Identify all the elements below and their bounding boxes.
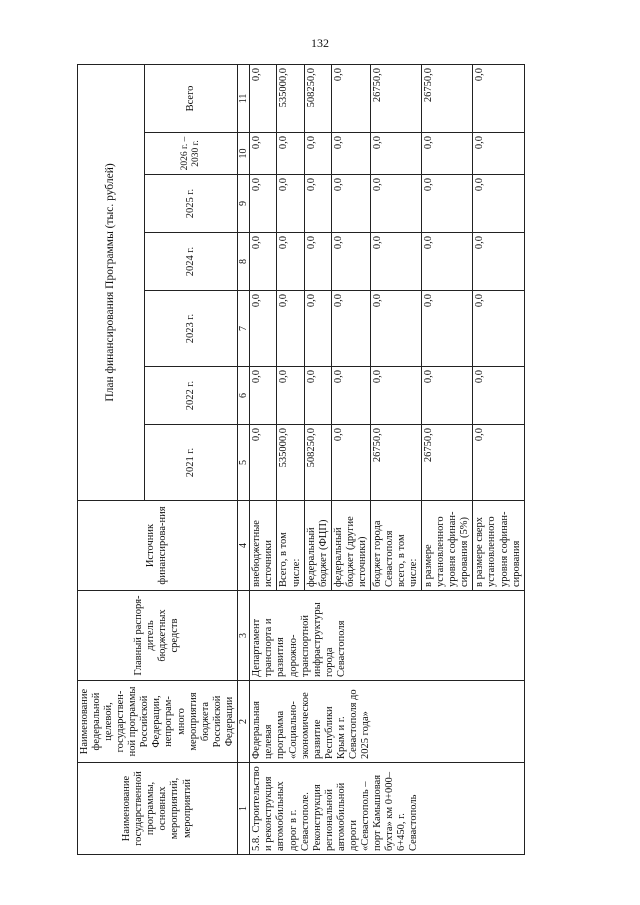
index-cell: 3	[237, 591, 250, 681]
value-cell: 535000,0	[277, 425, 304, 501]
value-cell: 0,0	[304, 367, 331, 425]
index-cell: 5	[237, 425, 250, 501]
value-cell: 535000,0	[277, 64, 304, 132]
value-cell: 0,0	[250, 233, 277, 291]
source-cell: федеральный бюджет (другие источники)	[331, 501, 370, 591]
page-number: 132	[311, 36, 329, 50]
value-cell: 0,0	[250, 425, 277, 501]
value-cell: 0,0	[304, 233, 331, 291]
index-cell: 9	[237, 175, 250, 233]
value-cell: 0,0	[422, 133, 473, 175]
value-cell: 508250,0	[304, 425, 331, 501]
value-cell: 0,0	[250, 175, 277, 233]
index-cell: 8	[237, 233, 250, 291]
source-cell: в размере сверх установленного уровня софинан-сирования	[473, 501, 524, 591]
header-total: Всего	[144, 64, 237, 132]
value-cell: 0,0	[473, 64, 524, 132]
value-cell: 0,0	[331, 291, 370, 367]
value-cell: 26750,0	[422, 425, 473, 501]
value-cell: 508250,0	[304, 64, 331, 132]
value-cell: 0,0	[277, 367, 304, 425]
value-cell: 0,0	[370, 291, 421, 367]
value-cell: 0,0	[473, 233, 524, 291]
value-cell: 0,0	[331, 233, 370, 291]
value-cell: 0,0	[370, 133, 421, 175]
value-cell: 0,0	[370, 367, 421, 425]
value-cell: 0,0	[370, 233, 421, 291]
value-cell: 0,0	[250, 367, 277, 425]
header-year-2022: 2022 г.	[144, 367, 237, 425]
value-cell: 0,0	[473, 133, 524, 175]
source-cell: в размере установленного уровня софинан-сирования (5%)	[422, 501, 473, 591]
value-cell: 0,0	[277, 291, 304, 367]
value-cell: 0,0	[422, 291, 473, 367]
source-cell: бюджет города Севастополя всего, в том числе:	[370, 501, 421, 591]
index-cell: 4	[237, 501, 250, 591]
header-year-2023: 2023 г.	[144, 291, 237, 367]
header-federal-program: Наименование федеральной целевой, государствен-ной программы Российской Федерации, непрограм-много мероприятия бюджета Российской Федерации	[78, 681, 238, 763]
index-cell: 11	[237, 64, 250, 132]
header-year-2024: 2024 г.	[144, 233, 237, 291]
index-cell: 10	[237, 133, 250, 175]
header-year-2021: 2021 г.	[144, 425, 237, 501]
header-plan-title: План финансирования Программы (тыс. рублей)	[78, 64, 145, 500]
activity-name: 5.8. Строительство и реконструкция автомобильных дорог в г. Севастополе. Реконструкция региональной автомобильной дороги «Севастополь – порт Камышовая бухта» км 0+000–6+450, г. Севастополь	[250, 763, 524, 855]
value-cell: 0,0	[473, 291, 524, 367]
value-cell: 0,0	[473, 425, 524, 501]
header-year-2026-2030: 2026 г. – 2030 г.	[144, 133, 237, 175]
header-row-1	[78, 64, 145, 854]
value-cell: 0,0	[331, 175, 370, 233]
value-cell: 0,0	[277, 233, 304, 291]
index-cell: 6	[237, 367, 250, 425]
value-cell: 0,0	[331, 133, 370, 175]
value-cell: 0,0	[304, 133, 331, 175]
value-cell: 0,0	[331, 367, 370, 425]
value-cell: 0,0	[277, 133, 304, 175]
value-cell: 0,0	[304, 175, 331, 233]
rotated-page	[77, 65, 577, 855]
source-cell: федеральный бюджет (ФЦП)	[304, 501, 331, 591]
value-cell: 0,0	[370, 175, 421, 233]
value-cell: 0,0	[473, 175, 524, 233]
value-cell: 0,0	[250, 133, 277, 175]
index-row	[237, 64, 250, 854]
value-cell: 26750,0	[370, 425, 421, 501]
value-cell: 0,0	[331, 425, 370, 501]
index-cell: 1	[237, 763, 250, 855]
header-activity: Наименование государственной программы, основных мероприятий, мероприятий	[78, 763, 238, 855]
index-cell: 7	[237, 291, 250, 367]
value-cell: 0,0	[277, 175, 304, 233]
index-cell: 2	[237, 681, 250, 763]
financing-table	[77, 64, 525, 855]
source-cell: внебюджетные источники	[250, 501, 277, 591]
value-cell: 0,0	[422, 233, 473, 291]
value-cell: 26750,0	[422, 64, 473, 132]
federal-program-name: Федеральная целевая программа «Социально-экономическое развитие Республики Крым и г. Севастополя до 2025 года»	[250, 681, 524, 763]
value-cell: 0,0	[250, 64, 277, 132]
value-cell: 0,0	[473, 367, 524, 425]
value-cell: 0,0	[304, 291, 331, 367]
value-cell: 0,0	[422, 367, 473, 425]
manager-name: Департамент транспорта и развития дорожно-транспортной инфраструктуры города Севастополя	[250, 591, 524, 681]
header-year-2025: 2025 г.	[144, 175, 237, 233]
value-cell: 26750,0	[370, 64, 421, 132]
value-cell: 0,0	[422, 175, 473, 233]
header-manager: Главный распоря-дитель бюджетных средств	[78, 591, 238, 681]
source-cell: Всего, в том числе:	[277, 501, 304, 591]
value-cell: 0,0	[331, 64, 370, 132]
value-cell: 0,0	[250, 291, 277, 367]
header-source: Источник финансирова-ния	[78, 501, 238, 591]
table-row	[250, 64, 277, 854]
